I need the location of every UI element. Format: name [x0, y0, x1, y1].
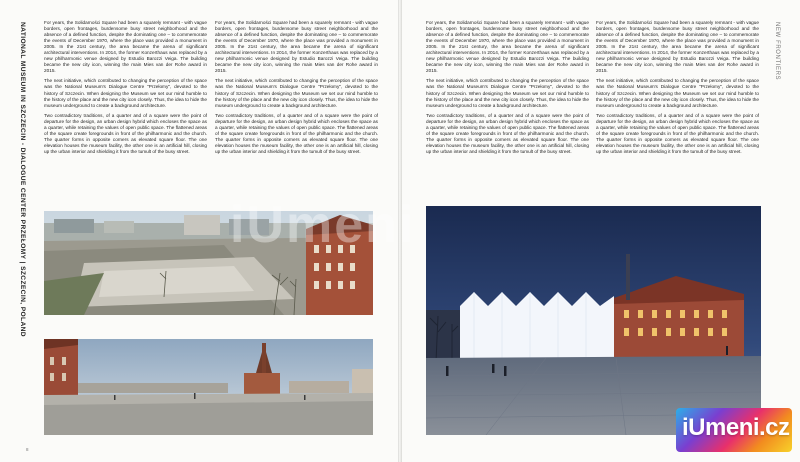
paragraph: For years, the Solidarności Square had been a squarely remnant - with vague borders, open frontages, burdensome busy street neighborhood and the absence of a defined function, despite the dominating one – to commemorate the events of December 1970, where the place was provided a monument in 2005. In the 21st century, the area became the arena of significant architectural interventions. In 2014, the former Konzerthaus was replaced by a new philharmonic venue designed by Estudio Barozzi Veiga. The building became the new city icon, winning the main Mies van der Rohe award in 2015. [426, 20, 589, 74]
paragraph: For years, the Solidarności Square had been a squarely remnant - with vague borders, open frontages, burdensome busy street neighborhood and the absence of a defined function, despite the dominating one – to commemorate the events of December 1970, where the place was provided a monument in 2005. In the 21st century, the area became the arena of significant architectural interventions. In 2014, the former Konzerthaus was replaced by a new philharmonic venue designed by Estudio Barozzi Veiga. The building became the new city icon, winning the main Mies van der Rohe award in 2015. [215, 20, 378, 74]
left-running-title-text: NATIONAL MUSEUM IN SZCZECIN - DIALOGUE CENTER PRZEŁOMY | SZCZECIN, POLAND [19, 22, 26, 337]
paragraph: For years, the Solidarności Square had been a squarely remnant - with vague borders, open frontages, burdensome busy street neighborhood and the absence of a defined function, despite the dominating one – to commemorate the events of December 1970, where the place was provided a monument in 2005. In the 21st century, the area became the arena of significant architectural interventions. In 2014, the former Konzerthaus was replaced by a new philharmonic venue designed by Estudio Barozzi Veiga. The building became the new city icon, winning the main Mies van der Rohe award in 2015. [596, 20, 759, 74]
paragraph: The next initiative, which contributed to changing the perception of the space was the National Museum's Dialogue Centre "Przełomy", devoted to the history of Szczecin. When designing the Museum we set our mind humble to the history of the place and the new city icon closely. Thus, the idea to hide the museum underground to create a background architecture. [44, 78, 207, 108]
paragraph: The next initiative, which contributed to changing the perception of the space was the National Museum's Dialogue Centre "Przełomy", devoted to the history of Szczecin. When designing the Museum we set our mind humble to the history of the place and the new city icon closely. Thus, the idea to hide the museum underground to create a background architecture. [426, 78, 589, 108]
paragraph: Two contradictory traditions, of a quarter and of a square were the point of departure for the design, an urban design hybrid which encloses the space as a quarter, while retaining the values of open public space. The flattened areas of the square create foregrounds in front of the philharmonic and the church. The quarter forms in opposite corners as elevated square floor. The one elevation houses the museum facility, the other one is an artificial hill, closing up the urban interior and shielding it from the tumult of the busy street. [44, 112, 207, 154]
paragraph: Two contradictory traditions, of a quarter and of a square were the point of departure for the design, an urban design hybrid which encloses the space as a quarter, while retaining the values of open public space. The flattened areas of the square create foregrounds in front of the philharmonic and the church. The quarter forms in opposite corners as elevated square floor. The one elevation houses the museum facility, the other one is an artificial hill, closing up the urban interior and shielding it from the tumult of the busy street. [426, 112, 589, 154]
left-running-title [14, 22, 28, 337]
paragraph: For years, the Solidarności Square had been a squarely remnant - with vague borders, open frontages, burdensome busy street neighborhood and the absence of a defined function, despite the dominating one – to commemorate the events of December 1970, where the place was provided a monument in 2005. In the 21st century, the area became the arena of significant architectural interventions. In 2014, the former Konzerthaus was replaced by a new philharmonic venue designed by Estudio Barozzi Veiga. The building became the new city icon, winning the main Mies van der Rohe award in 2015. [44, 20, 207, 74]
left-page-number: 8 [26, 447, 29, 452]
text-column-2 [215, 20, 378, 159]
paragraph: The next initiative, which contributed to changing the perception of the space was the National Museum's Dialogue Centre "Przełomy", devoted to the history of Szczecin. When designing the Museum we set our mind humble to the history of the place and the new city icon closely. Thus, the idea to hide the museum underground to create a background architecture. [215, 78, 378, 108]
paragraph: Two contradictory traditions, of a quarter and of a square were the point of departure for the design, an urban design hybrid which encloses the space as a quarter, while retaining the values of open public space. The flattened areas of the square create foregrounds in front of the philharmonic and the church. The quarter forms in opposite corners as elevated square floor. The one elevation houses the museum facility, the other one is an artificial hill, closing up the urban interior and shielding it from the tumult of the busy street. [215, 112, 378, 154]
site-logo-text: iUmeni.cz [682, 414, 790, 441]
site-logo[interactable] [676, 408, 792, 452]
text-column-1 [44, 20, 207, 159]
watermark: iUmeni [230, 196, 416, 254]
text-column-4 [596, 20, 759, 159]
paragraph: Two contradictory traditions, of a quarter and of a square were the point of departure for the design, an urban design hybrid which encloses the space as a quarter, while retaining the values of open public space. The flattened areas of the square create foregrounds in front of the philharmonic and the church. The quarter forms in opposite corners as elevated square floor. The one elevation houses the museum facility, the other one is an artificial hill, closing up the urban interior and shielding it from the tumult of the busy street. [596, 112, 759, 154]
paragraph: The next initiative, which contributed to changing the perception of the space was the National Museum's Dialogue Centre "Przełomy", devoted to the history of Szczecin. When designing the Museum we set our mind humble to the history of the place and the new city icon closely. Thus, the idea to hide the museum underground to create a background architecture. [596, 78, 759, 108]
right-running-title-text: NEW FRONTIERS [774, 22, 780, 81]
right-running-title [770, 22, 782, 102]
panorama-church-photo [44, 339, 373, 435]
night-philharmonic-photo [426, 206, 761, 435]
text-column-3 [426, 20, 589, 159]
